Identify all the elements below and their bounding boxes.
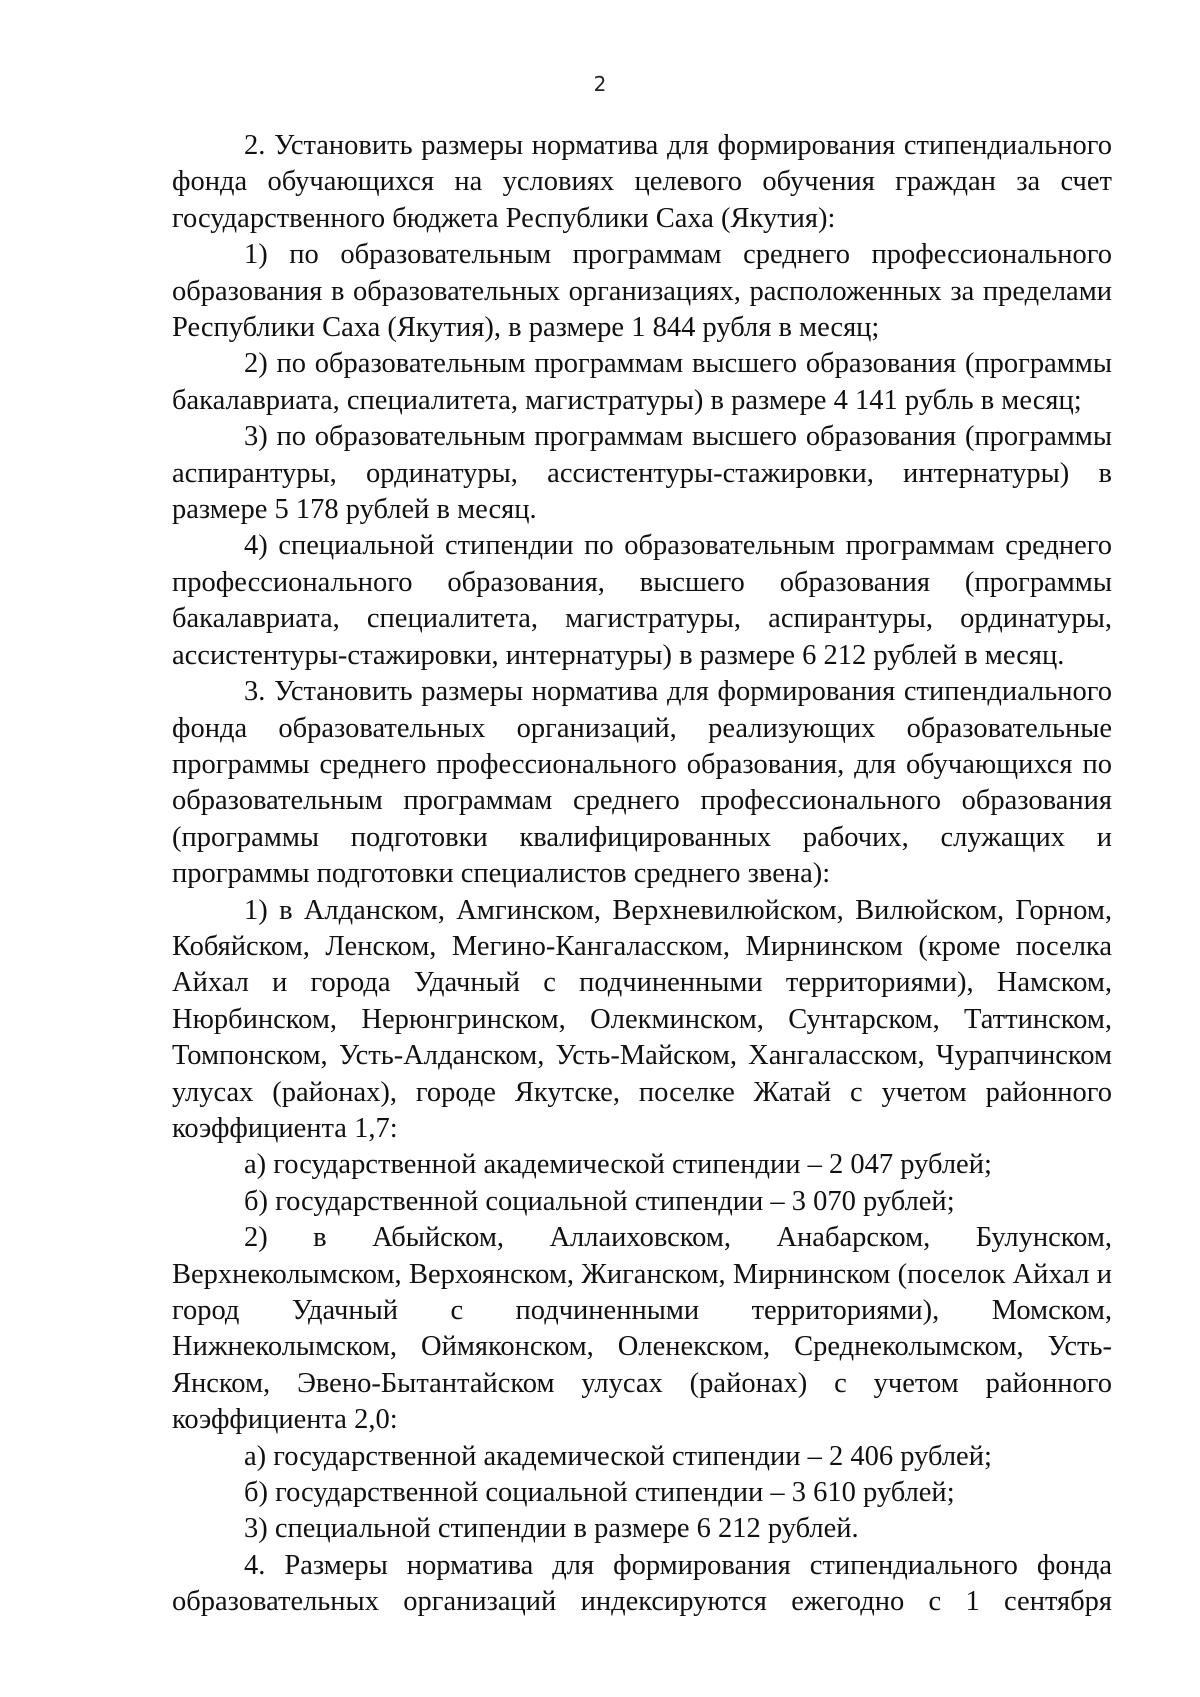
paragraph-3: 3. Установить размеры норматива для формирования стипендиального фонда образовательных организаций, реализующих образовательные программы среднего профессионального образования, для обучающихся по образовательным программам среднего профессионального образования (программы подготовки квалифицированных рабочих, служащих и программы подготовки специалистов среднего звена):	[172, 676, 1112, 890]
paragraph-2: 2. Установить размеры норматива для формирования стипендиального фонда обучающихся на условиях целевого обучения граждан за счет государственного бюджета Республики Саха (Якутия):	[172, 130, 1112, 234]
page-number: 2	[593, 72, 607, 96]
paragraph-3-item-1-b: б) государственной социальной стипендии – 3 070 рублей;	[244, 1185, 955, 1217]
paragraph-3-item-1: 1) в Алданском, Амгинском, Верхневилюйском, Вилюйском, Горном, Кобяйском, Ленском, Мегино-Кангаласском, Мирнинском (кроме поселка Айхал и города Удачный с подчиненными территориями), Намском, Нюрбинском, Нерюнгринском, Олекминском, Сунтарском, Таттинском, Томпонском, Усть-Алданском, Усть-Майском, Хангаласском, Чурапчинском улусах (районах), городе Якутске, поселке Жатай с учетом районного коэффициента 1,7:	[172, 894, 1112, 1144]
paragraph-2-item-3: 3) по образовательным программам высшего образования (программы аспирантуры, ординатуры, ассистентуры-стажировки, интернатуры) в размере 5 178 рублей в месяц.	[172, 421, 1112, 526]
paragraph-2-item-4: 4) специальной стипендии по образовательным программам среднего профессионального образования, высшего образования (программы бакалавриата, специалитета, магистратуры, аспирантуры, ординатуры, ассистентуры-стажировки, интернатуры) в размере 6 212 рублей в месяц.	[172, 530, 1112, 671]
paragraph-3-item-1-a: а) государственной академической стипендии – 2 047 рублей;	[244, 1149, 992, 1181]
paragraph-4: 4. Размеры норматива для формирования стипендиального фонда образовательных организаций индексируются ежегодно с 1 сентября	[172, 1549, 1112, 1618]
paragraph-3-item-2-b: б) государственной социальной стипендии – 3 610 рублей;	[244, 1477, 955, 1509]
paragraph-3-item-3: 3) специальной стипендии в размере 6 212 рублей.	[244, 1513, 859, 1545]
paragraph-2-item-1: 1) по образовательным программам среднего профессионального образования в образовательных организациях, расположенных за пределами Республики Саха (Якутия), в размере 1 844 рубля в месяц;	[172, 239, 1112, 344]
paragraph-3-item-2: 2) в Абыйском, Аллаиховском, Анабарском, Булунском, Верхнеколымском, Верхоянском, Жиганском, Мирнинском (поселок Айхал и город Удачный с подчиненными территориями), Момском, Нижнеколымском, Оймяконском, Оленекском, Среднеколымском, Усть-Янском, Эвено-Бытантайском улусах (районах) с учетом районного коэффициента 2,0:	[172, 1222, 1112, 1436]
document-body	[172, 128, 1112, 1621]
paragraph-2-item-2: 2) по образовательным программам высшего образования (программы бакалавриата, специалитета, магистратуры) в размере 4 141 рубль в месяц;	[172, 348, 1112, 416]
paragraph-3-item-2-a: а) государственной академической стипендии – 2 406 рублей;	[244, 1440, 992, 1472]
